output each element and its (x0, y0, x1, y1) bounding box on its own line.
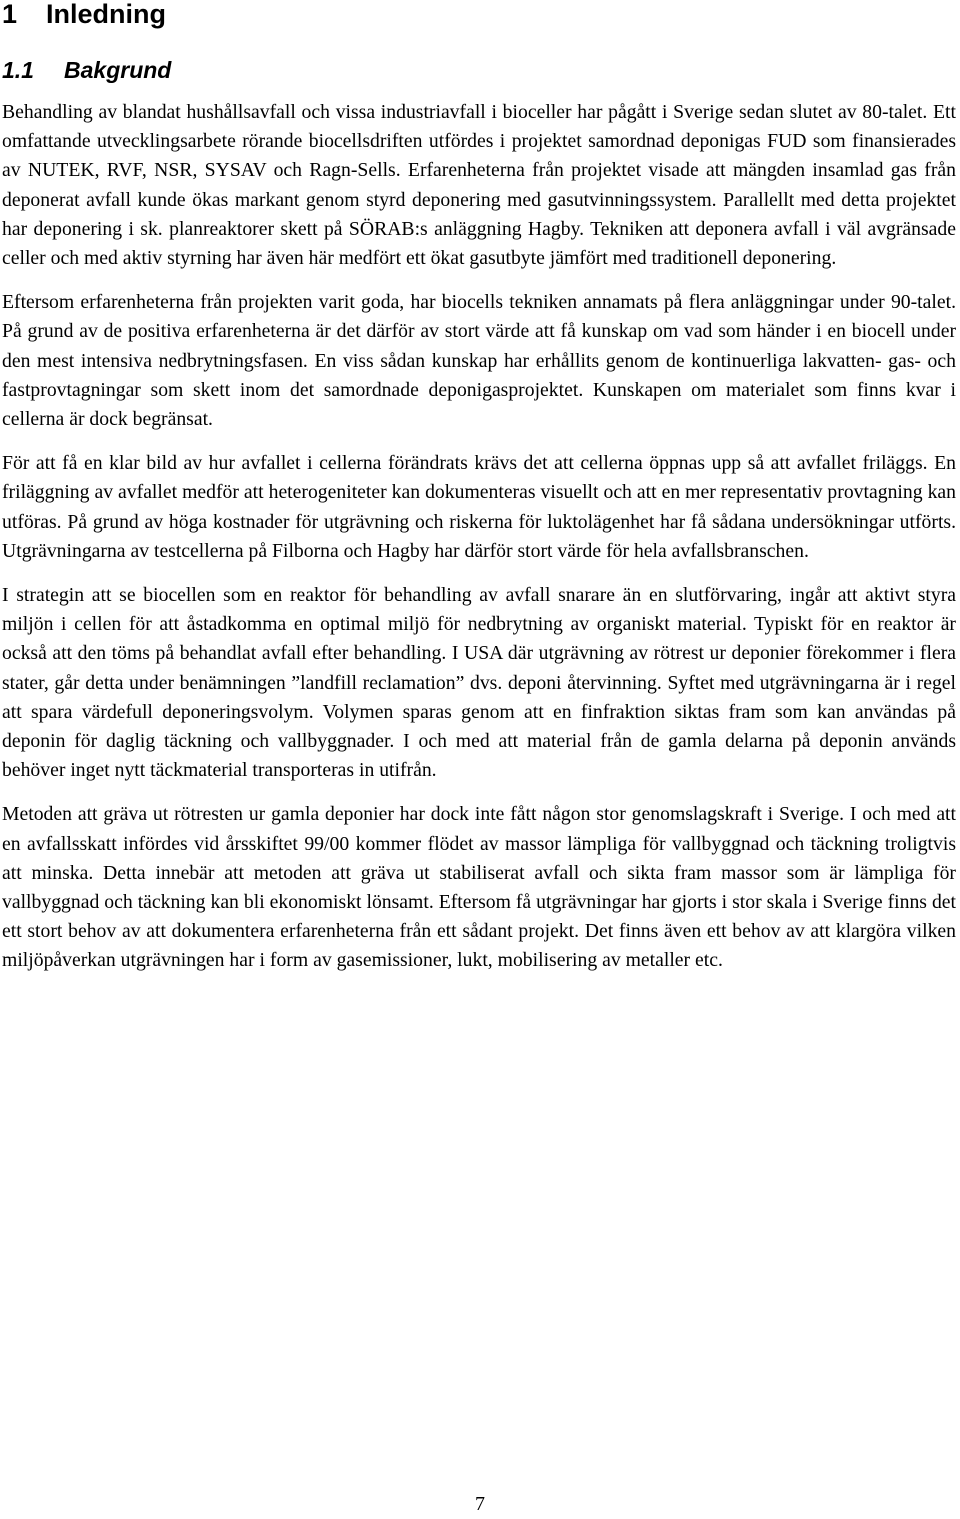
paragraph-1: Behandling av blandat hushållsavfall och vissa industriavfall i bioceller har pågått i Sverige sedan slutet av 80-talet. Ett omfattande utvecklingsarbete rörande biocellsdriften utfördes i projektet samordnad deponigas FUD som finansierades av NUTEK, RVF, NSR, SYSAV och Ragn-Sells. Erfarenheterna från projektet visade att mängden insamlad gas från deponerat avfall kunde ökas markant genom styrd deponering med gasutvinningssystem. Parallellt med detta projektet har deponering i sk. planreaktorer skett på SÖRAB:s anläggning Hagby. Tekniken att deponera avfall i väl avgränsade celler och med aktiv styrning har även här medfört ett ökat gasutbyte jämfört med traditionell deponering. (2, 101, 956, 270)
chapter-title: Inledning (46, 0, 166, 29)
paragraph-5: Metoden att gräva ut rötresten ur gamla deponier har dock inte fått någon stor genomslagskraft i Sverige. I och med att en avfallsskatt infördes vid årsskiftet 99/00 kommer flödet av massor lämpliga för vallbyggnad och täckning troligtvis att minska. Detta innebär att metoden att gräva ut stabiliserat avfall och sikta fram massor som är lämpliga för vallbyggnad och täckning kan bli ekonomiskt lönsamt. Eftersom få utgrävningar har gjorts i stor skala i Sverige finns det ett stort behov av att dokumentera erfarenheterna från ett sådant projekt. Det finns även ett behov av att klargöra vilken miljöpåverkan utgrävningen har i form av gasemissioner, lukt, mobilisering av metaller etc. (2, 803, 956, 972)
section-title: Bakgrund (64, 57, 172, 83)
paragraph-2: Eftersom erfarenheterna från projekten varit goda, har biocells tekniken annamats på flera anläggningar under 90-talet. På grund av de positiva erfarenheterna är det därför av stort värde att få kunskap om vad som händer i en biocell under den mest intensiva nedbrytningsfasen. En viss sådan kunskap har erhållits genom de kontinuerliga lakvatten- gas- och fastprovtagningar som skett inom det samordnade deponigasprojektet. Kunskapen om materialet som finns kvar i cellerna är dock begränsat. (2, 291, 956, 431)
page-number: 7 (475, 1493, 485, 1515)
section-number: 1.1 (2, 57, 34, 83)
chapter-heading (2, 0, 166, 32)
chapter-number: 1 (2, 0, 18, 29)
section-heading (2, 54, 171, 86)
paragraph-4: I strategin att se biocellen som en reaktor för behandling av avfall snarare än en slutförvaring, ingår att aktivt styra miljön i cellen för att åstadkomma en optimal miljö för nedbrytning av organiskt material. Typiskt för en reaktor är också att den töms på behandlat avfall efter behandling. I USA där utgrävning av rötrest ur deponier förekommer i flera stater, går detta under benämningen ”landfill reclamation” dvs. deponi återvinning. Syftet med utgrävningarna är i regel att spara värdefull deponeringsvolym. Volymen sparas genom att en finfraktion siktas fram som kan användas på deponin för daglig täckning och vallbyggnader. I och med att material från de gamla delarna på deponin används behöver inget nytt täckmaterial transporteras in utifrån. (2, 584, 956, 782)
paragraph-3: För att få en klar bild av hur avfallet i cellerna förändrats krävs det att cellerna öppnas upp så att avfallet friläggs. En friläggning av avfallet medför att heterogeniteter kan dokumenteras visuellt och att en mer representativ provtagning kan utföras. På grund av höga kostnader för utgrävning och riskerna för luktolägenhet har få sådana undersökningar utförts. Utgrävningarna av testcellerna på Filborna och Hagby har därför stort värde för hela avfallsbranschen. (2, 452, 956, 562)
body-text (2, 98, 956, 991)
